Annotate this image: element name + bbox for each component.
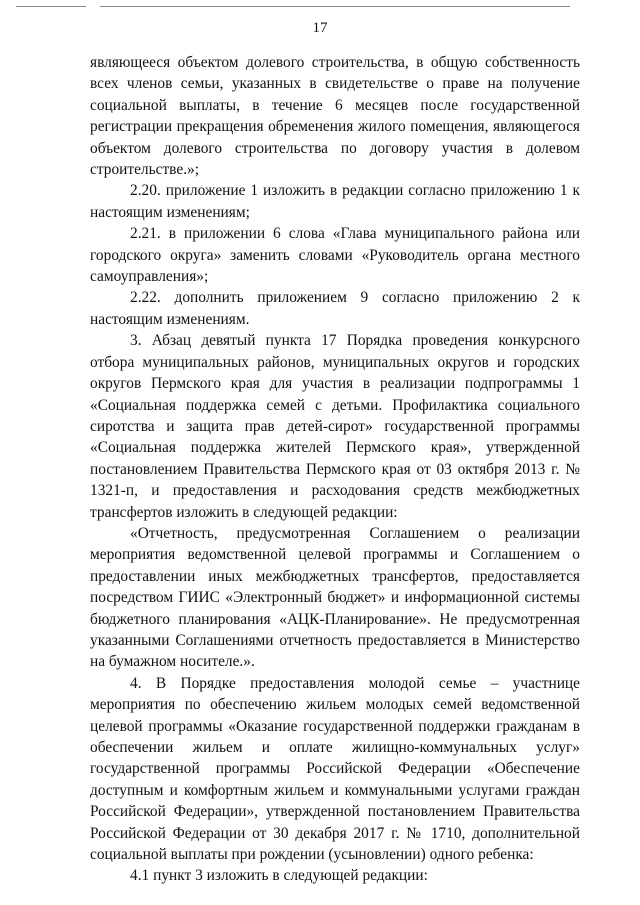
top-rule-right	[100, 6, 570, 7]
paragraph-4: 4. В Порядке предоставления молодой семье – участнице мероприятия по обеспечению жильем молодых семей ведомственной целевой программы «Оказание государственной поддержки гражданам в обеспечении жильем и оплате жилищно-коммунальных услуг» государственной программы Российской Федерации «Обеспечение доступным и комфортным жильем и коммунальными услугами граждан Российской Федерации», утвержденной постановлением Правительства Российской Федерации от 30 декабря 2017 г. № 1710, дополнительной социальной выплаты при рождении (усыновлении) одного ребенка:	[90, 674, 580, 864]
paragraph-quote: «Отчетность, предусмотренная Соглашением о реализации мероприятия ведомственной целевой программы и Соглашением о предоставлении иных межбюджетных трансфертов, предоставляется посредством ГИИС «Электронный бюджет» и информационной системы бюджетного планирования «АЦК-Планирование». Не предусмотренная указанными Соглашениями отчетность предоставляется в Министерство на бумажном носителе.».	[90, 524, 580, 671]
paragraph-continuation: являющееся объектом долевого строительства, в общую собственность всех членов семьи, указанных в свидетельстве о праве на получение социальной выплаты, в течение 6 месяцев после государственной регистрации прекращения обременения жилого помещения, являющегося объектом долевого строительства по договору участия в долевом строительстве.»;	[90, 54, 580, 179]
paragraph-2-21: 2.21. в приложении 6 слова «Глава муниципального района или городского округа» заменить словами «Руководитель органа местного самоуправления»;	[90, 225, 580, 286]
paragraph-2-22: 2.22. дополнить приложением 9 согласно приложению 2 к настоящим изменениям.	[90, 289, 580, 328]
document-body	[90, 52, 580, 887]
paragraph-2-20: 2.20. приложение 1 изложить в редакции согласно приложению 1 к настоящим изменениям;	[90, 182, 580, 221]
paragraph-4-1: 4.1 пункт 3 изложить в следующей редакции:	[130, 867, 428, 885]
page-number: 17	[312, 20, 328, 36]
top-rule-left	[16, 6, 86, 7]
paragraph-3: 3. Абзац девятый пункта 17 Порядка проведения конкурсного отбора муниципальных районов, муниципальных округов и городских округов Пермского края для участия в реализации подпрограммы 1 «Социальная поддержка семей с детьми. Профилактика социального сиротства и защита прав детей-сирот» государственной программы «Социальная поддержка жителей Пермского края», утвержденной постановлением Правительства Пермского края от 03 октября 2013 г. № 1321-п, и предоставления и расходования средств межбюджетных трансфертов изложить в следующей редакции:	[90, 332, 580, 521]
